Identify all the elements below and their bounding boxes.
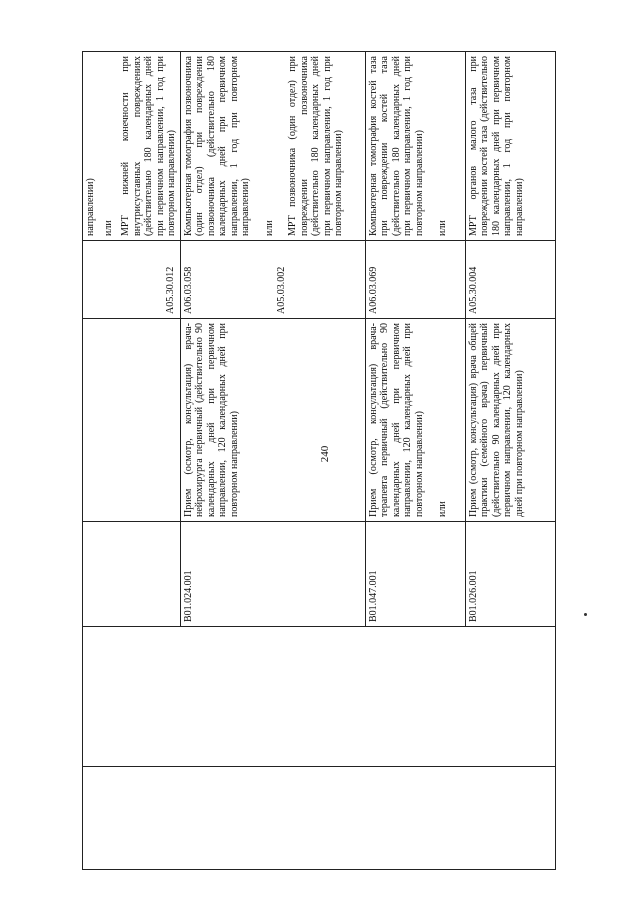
exam-text: МРТ позвоночника (один отдел) при повреждении позвоночника (действительно 180 календарных дней при первичном направлении, 1 год при повторном направлении) — [287, 56, 344, 236]
scan-dot — [584, 613, 587, 616]
service-text: Прием (осмотр, консультация) врача-терапевта первичный (действительно 90 календарных дней при первичном направлении, 120 календарных дней при повторном направлении) — [367, 323, 425, 517]
rotated-table-container — [82, 52, 556, 870]
exam-cell — [365, 52, 465, 241]
exam-cell — [465, 52, 556, 241]
exam-text: МРТ органов малого таза при повреждении костей таза (действительно 180 календарных дней при первичном направлении, 1 год при повторном направлении) — [467, 56, 525, 236]
exam-code-cell — [365, 241, 465, 319]
exam-cell — [180, 52, 365, 241]
service-code-cell — [83, 522, 181, 627]
empty-cell-col2 — [83, 627, 556, 767]
exam-code: A05.30.004 — [467, 266, 479, 314]
exam-code: A06.03.058 — [182, 266, 194, 314]
exam-code: A05.30.012 — [165, 266, 176, 314]
service-cell — [465, 319, 556, 522]
exam-text: направлении) — [85, 178, 96, 236]
or-text: или — [263, 220, 275, 236]
service-code: B01.024.001 — [182, 570, 194, 622]
table-row — [83, 52, 181, 870]
service-code-cell — [180, 522, 365, 627]
service-code: B01.026.001 — [467, 570, 479, 622]
or-text: или — [437, 220, 448, 236]
exam-code: A06.03.069 — [367, 266, 379, 314]
exam-code-cell — [465, 241, 556, 319]
service-cell — [180, 319, 365, 522]
services-table — [82, 51, 556, 870]
service-cell — [83, 319, 181, 522]
exam-code-cell — [83, 241, 181, 319]
service-text: Прием (осмотр, консультация) врача-нейрохирурга первичный (действительно 90 календарных дней при первичном направлении, 120 календарных дней при повторном направлении) — [182, 323, 240, 517]
service-code: B01.047.001 — [367, 570, 379, 622]
exam-code: A05.03.002 — [276, 266, 287, 314]
exam-text: МРТ нижней конечности при внутрисуставных повреждениях (действительно 180 календарных дней при первичном направлении, 1 год при повторном направлении) — [120, 56, 177, 236]
exam-text: Компьютерная томография позвоночника (один отдел) при повреждении позвоночника (действительно 180 календарных дней при первичном направлении, 1 год при повторном направлении) — [182, 56, 251, 236]
service-code-cell — [365, 522, 465, 627]
service-text: Прием (осмотр, консультация) врача общей практики (семейного врача) первичный (действительно 90 календарных дней при первичном направлении, 120 календарных дней при повторном направлении) — [467, 323, 525, 517]
service-code-cell — [465, 522, 556, 627]
exam-cell — [83, 52, 181, 241]
service-cell — [365, 319, 465, 522]
or-text: или — [437, 501, 448, 517]
or-text: или — [102, 220, 114, 236]
page-number: 240 — [319, 445, 331, 463]
empty-cell-col1 — [83, 767, 556, 870]
exam-text: Компьютерная томография костей таза при повреждении костей таза (действительно 180 календарных дней при первичном направлении, 1 год при повторном направлении) — [367, 56, 425, 236]
exam-code-cell — [180, 241, 365, 319]
